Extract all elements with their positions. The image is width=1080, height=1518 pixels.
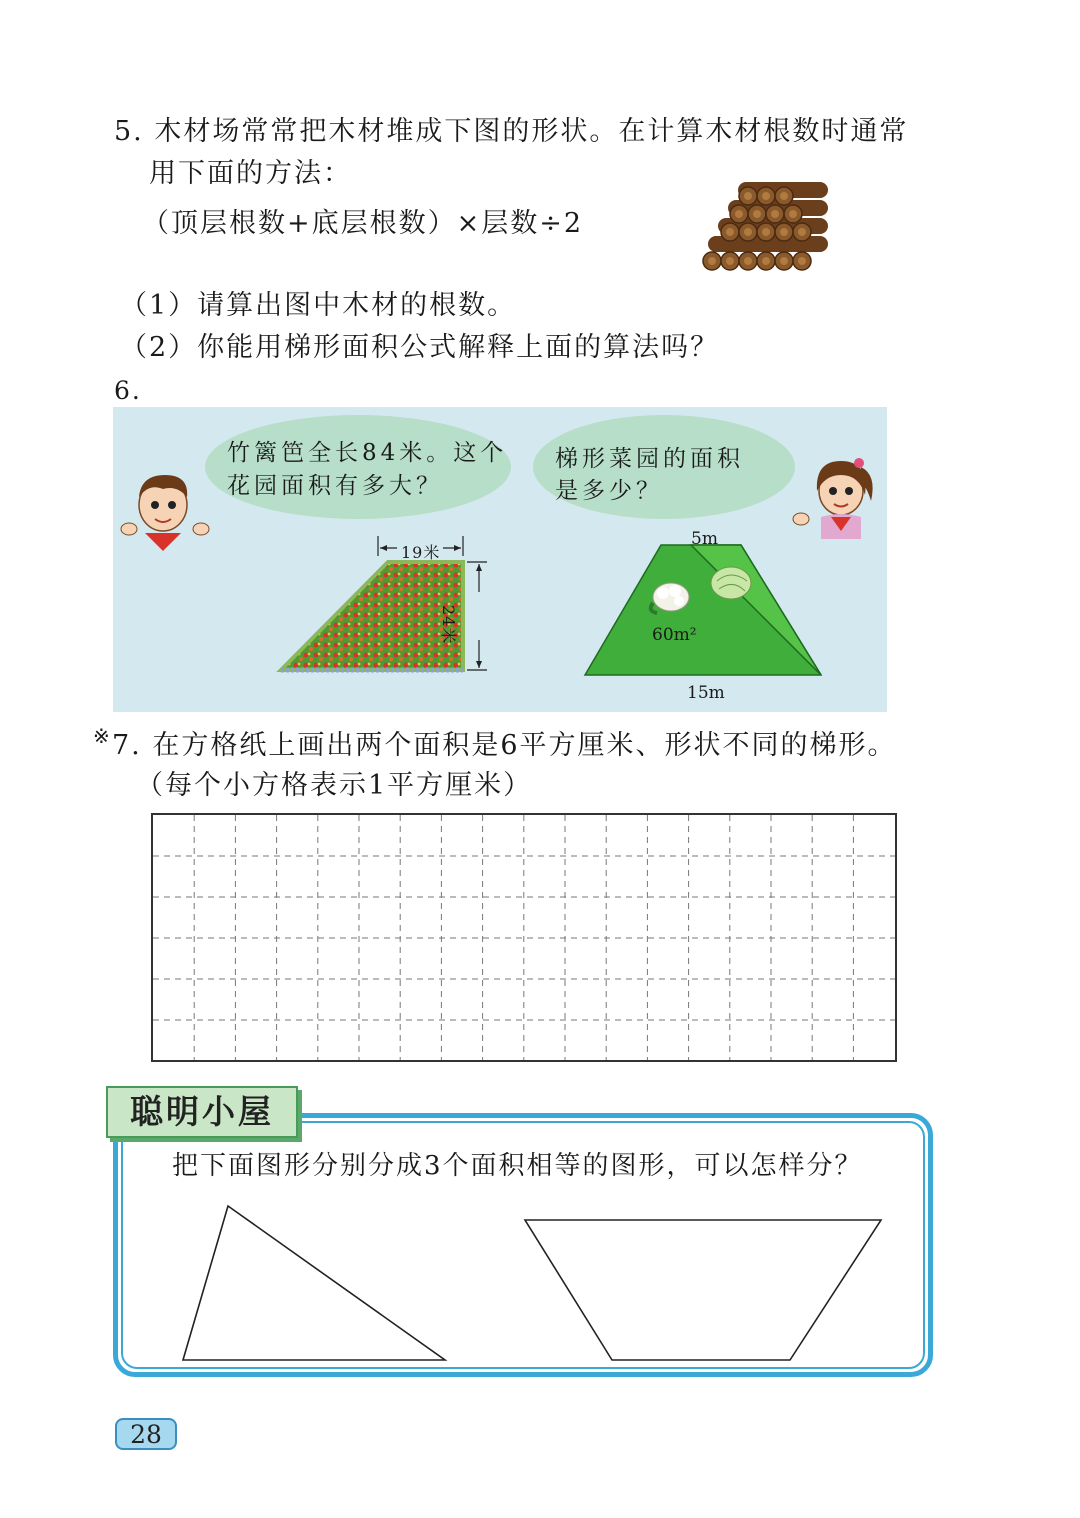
veg-area-label: 60m²: [652, 625, 697, 645]
q7-text-line1: 7. 在方格纸上画出两个面积是6平方厘米、形状不同的梯形。: [112, 730, 897, 761]
q5-text-line2: 用下面的方法：: [149, 158, 352, 189]
veg-bottom-label: 15m: [687, 683, 725, 703]
girl-character-icon: [789, 451, 885, 539]
cabbage-icon: [711, 567, 751, 599]
page-number: 28: [115, 1418, 177, 1450]
q5-formula: （顶层根数+底层根数）×层数÷2: [142, 208, 584, 239]
q5-text-line1: 5. 木材场常常把木材堆成下图的形状。在计算木材根数时通常: [114, 116, 909, 147]
q6-illustration-panel: [113, 407, 887, 712]
bubble-right-line1: 梯形菜园的面积: [555, 446, 744, 472]
q7-optional-mark: ※: [93, 724, 110, 748]
garden-top-label: 19米: [401, 543, 441, 562]
q5-subquestion-1: （1）请算出图中木材的根数。: [120, 290, 517, 321]
flower-garden-trapezoid: [273, 532, 513, 677]
speech-bubble-right: [533, 415, 795, 519]
speech-bubble-left: [205, 415, 511, 519]
triangle-shape: [180, 1204, 450, 1364]
smart-corner-prompt: 把下面图形分别分成3个面积相等的图形，可以怎样分？: [172, 1151, 863, 1181]
grid-paper[interactable]: [151, 813, 897, 1062]
log-pile-icon: [698, 176, 833, 276]
q5-subquestion-2: （2）你能用梯形面积公式解释上面的算法吗？: [120, 332, 720, 363]
boy-character-icon: [119, 467, 211, 553]
veg-top-label: 5m: [691, 529, 718, 549]
bubble-right-line2: 是多少？: [555, 478, 663, 504]
q7-text-line2: （每个小方格表示1平方厘米）: [136, 770, 533, 801]
vegetable-garden-trapezoid: [581, 541, 827, 681]
bubble-left-line2: 花园面积有多大？: [227, 473, 443, 499]
trapezoid-shape: [522, 1216, 886, 1364]
grid-lines: [153, 815, 895, 1060]
bubble-left-line1: 竹篱笆全长84米。这个: [227, 440, 508, 466]
q6-number: 6.: [114, 376, 142, 405]
smart-corner-title: 聪明小屋: [106, 1086, 298, 1138]
garden-height-label: 24米: [439, 605, 458, 645]
